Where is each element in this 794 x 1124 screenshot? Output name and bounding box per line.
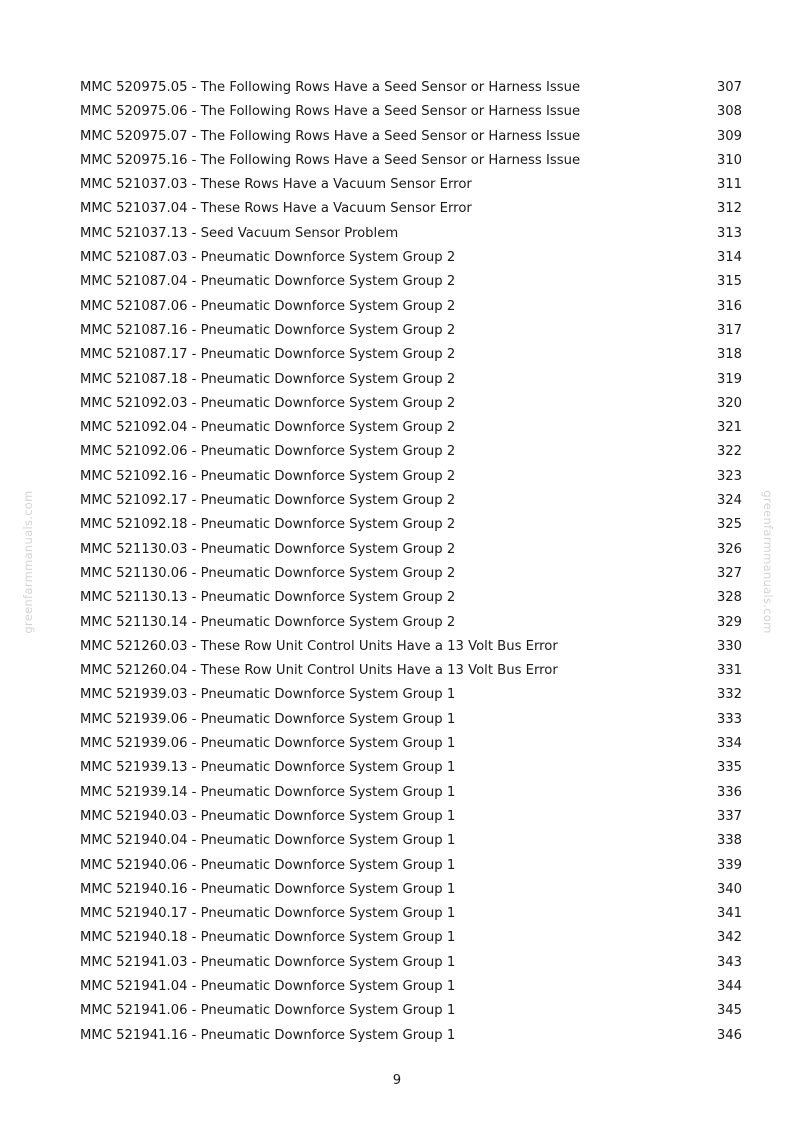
- toc-entry-title: MMC 521087.03 - Pneumatic Downforce System Group 2: [80, 250, 456, 266]
- toc-entry-page: 334: [716, 736, 742, 752]
- toc-entry-title: MMC 521092.03 - Pneumatic Downforce System Group 2: [80, 395, 456, 411]
- toc-entry-title: MMC 521087.16 - Pneumatic Downforce System Group 2: [80, 322, 456, 338]
- toc-entry-page: 317: [716, 322, 742, 338]
- toc-entry[interactable]: [80, 1024, 742, 1048]
- toc-entry-page: 339: [716, 857, 742, 873]
- toc-entry-page: 346: [716, 1027, 742, 1043]
- toc-entry-title: MMC 521939.06 - Pneumatic Downforce System Group 1: [80, 736, 456, 752]
- toc-entry-title: MMC 521037.03 - These Rows Have a Vacuum Sensor Error: [80, 177, 472, 193]
- toc-entry[interactable]: [80, 708, 742, 732]
- toc-entry[interactable]: [80, 902, 742, 926]
- toc-entry-page: 337: [716, 808, 742, 824]
- toc-entry[interactable]: [80, 586, 742, 610]
- toc-entry[interactable]: [80, 781, 742, 805]
- toc-entry-page: 322: [716, 444, 742, 460]
- toc-entry[interactable]: [80, 173, 742, 197]
- toc-entry-title: MMC 521130.14 - Pneumatic Downforce System Group 2: [80, 614, 456, 630]
- toc-entry-title: MMC 521037.04 - These Rows Have a Vacuum Sensor Error: [80, 201, 472, 217]
- toc-entry[interactable]: [80, 951, 742, 975]
- toc-entry-page: 316: [716, 298, 742, 314]
- toc-entry-page: 307: [716, 80, 742, 95]
- toc-entry-title: MMC 521940.17 - Pneumatic Downforce System Group 1: [80, 906, 456, 922]
- toc-entry-page: 340: [716, 881, 742, 897]
- toc-entry[interactable]: [80, 854, 742, 878]
- toc-entry-title: MMC 521130.06 - Pneumatic Downforce System Group 2: [80, 565, 456, 581]
- toc-entry[interactable]: [80, 829, 742, 853]
- toc-entry-title: MMC 521941.06 - Pneumatic Downforce System Group 1: [80, 1003, 456, 1019]
- toc-entry-title: MMC 521092.16 - Pneumatic Downforce System Group 2: [80, 468, 456, 484]
- toc-entry-page: 338: [716, 833, 742, 849]
- toc-entry-page: 335: [716, 760, 742, 776]
- toc-entry-page: 326: [716, 541, 742, 557]
- toc-entry-title: MMC 521130.13 - Pneumatic Downforce System Group 2: [80, 590, 456, 606]
- toc-entry[interactable]: [80, 975, 742, 999]
- toc-entry[interactable]: [80, 805, 742, 829]
- toc-entry-page: 314: [716, 250, 742, 266]
- page-number: 9: [392, 1073, 402, 1088]
- toc-entry-page: 315: [716, 274, 742, 290]
- toc-entry-title: MMC 521939.13 - Pneumatic Downforce System Group 1: [80, 760, 456, 776]
- toc-entry-title: MMC 521940.06 - Pneumatic Downforce System Group 1: [80, 857, 456, 873]
- toc-entry-page: 333: [716, 711, 742, 727]
- toc-entry[interactable]: [80, 440, 742, 464]
- toc-entry-page: 320: [716, 395, 742, 411]
- toc-entry-page: 345: [716, 1003, 742, 1019]
- toc-entry[interactable]: [80, 562, 742, 586]
- toc-entry[interactable]: [80, 611, 742, 635]
- toc-entry[interactable]: [80, 295, 742, 319]
- toc-entry[interactable]: [80, 465, 742, 489]
- toc-entry[interactable]: [80, 197, 742, 221]
- toc-entry-title: MMC 521087.17 - Pneumatic Downforce System Group 2: [80, 347, 456, 363]
- toc-entry-title: MMC 521941.16 - Pneumatic Downforce System Group 1: [80, 1027, 456, 1043]
- toc-entry[interactable]: [80, 392, 742, 416]
- toc-entry[interactable]: [80, 149, 742, 173]
- toc-entry-page: 323: [716, 468, 742, 484]
- toc-entry-title: MMC 521939.14 - Pneumatic Downforce System Group 1: [80, 784, 456, 800]
- toc-entry-title: MMC 520975.16 - The Following Rows Have a Seed Sensor or Harness Issue: [80, 152, 581, 168]
- toc-entry-title: MMC 521940.18 - Pneumatic Downforce System Group 1: [80, 930, 456, 946]
- toc-entry-page: 330: [716, 638, 742, 654]
- toc-entry-title: MMC 521939.06 - Pneumatic Downforce System Group 1: [80, 711, 456, 727]
- toc-entry-title: MMC 521092.06 - Pneumatic Downforce System Group 2: [80, 444, 456, 460]
- toc-entry[interactable]: [80, 538, 742, 562]
- toc-entry-title: MMC 521037.13 - Seed Vacuum Sensor Problem: [80, 225, 399, 241]
- toc-entry[interactable]: [80, 76, 742, 100]
- toc-entry-title: MMC 520975.05 - The Following Rows Have a Seed Sensor or Harness Issue: [80, 80, 581, 95]
- toc-entry-page: 343: [716, 954, 742, 970]
- toc-entry[interactable]: [80, 926, 742, 950]
- toc-entry-page: 321: [716, 420, 742, 436]
- toc-entry[interactable]: [80, 246, 742, 270]
- toc-entry[interactable]: [80, 489, 742, 513]
- toc-entry[interactable]: [80, 222, 742, 246]
- toc-entry-title: MMC 521092.18 - Pneumatic Downforce System Group 2: [80, 517, 456, 533]
- toc-entry[interactable]: [80, 319, 742, 343]
- toc-entry-page: 312: [716, 201, 742, 217]
- toc-entry-title: MMC 521260.04 - These Row Unit Control Units Have a 13 Volt Bus Error: [80, 663, 558, 679]
- toc-entry-page: 310: [716, 152, 742, 168]
- toc-entry-title: MMC 521941.04 - Pneumatic Downforce System Group 1: [80, 978, 456, 994]
- watermark-right: greenfarmmanuals.com: [761, 490, 775, 634]
- toc-entry-title: MMC 521941.03 - Pneumatic Downforce System Group 1: [80, 954, 456, 970]
- toc-entry[interactable]: [80, 125, 742, 149]
- toc-entry-title: MMC 521092.04 - Pneumatic Downforce System Group 2: [80, 420, 456, 436]
- toc-entry-page: 308: [716, 104, 742, 120]
- toc-entry[interactable]: [80, 756, 742, 780]
- toc-entry-page: 332: [716, 687, 742, 703]
- toc-entry-page: 311: [716, 177, 742, 193]
- toc-entry-page: 328: [716, 590, 742, 606]
- toc-entry-page: 327: [716, 565, 742, 581]
- toc-entry-page: 331: [716, 663, 742, 679]
- toc-entry[interactable]: [80, 683, 742, 707]
- toc-entry-page: 309: [716, 128, 742, 144]
- toc-entry-title: MMC 521940.04 - Pneumatic Downforce System Group 1: [80, 833, 456, 849]
- toc-entry-page: 313: [716, 225, 742, 241]
- toc-entry-page: 324: [716, 493, 742, 509]
- table-of-contents: [80, 76, 742, 1048]
- toc-entry-page: 329: [716, 614, 742, 630]
- toc-entry-title: MMC 521087.18 - Pneumatic Downforce System Group 2: [80, 371, 456, 387]
- toc-entry-title: MMC 521260.03 - These Row Unit Control Units Have a 13 Volt Bus Error: [80, 638, 558, 654]
- toc-entry-title: MMC 521087.04 - Pneumatic Downforce System Group 2: [80, 274, 456, 290]
- toc-entry-page: 318: [716, 347, 742, 363]
- toc-entry[interactable]: [80, 999, 742, 1023]
- toc-entry-page: 319: [716, 371, 742, 387]
- toc-entry[interactable]: [80, 635, 742, 659]
- watermark-left: greenfarmmanuals.com: [21, 490, 35, 634]
- toc-entry[interactable]: [80, 343, 742, 367]
- toc-entry-title: MMC 520975.06 - The Following Rows Have a Seed Sensor or Harness Issue: [80, 104, 581, 120]
- toc-entry-title: MMC 521940.03 - Pneumatic Downforce System Group 1: [80, 808, 456, 824]
- toc-entry-title: MMC 520975.07 - The Following Rows Have a Seed Sensor or Harness Issue: [80, 128, 581, 144]
- toc-entry-page: 342: [716, 930, 742, 946]
- toc-entry[interactable]: [80, 416, 742, 440]
- toc-entry-title: MMC 521087.06 - Pneumatic Downforce System Group 2: [80, 298, 456, 314]
- toc-entry-page: 325: [716, 517, 742, 533]
- toc-entry-title: MMC 521130.03 - Pneumatic Downforce System Group 2: [80, 541, 456, 557]
- toc-entry[interactable]: [80, 659, 742, 683]
- toc-entry[interactable]: [80, 368, 742, 392]
- toc-entry[interactable]: [80, 513, 742, 537]
- toc-entry[interactable]: [80, 878, 742, 902]
- toc-entry-page: 344: [716, 978, 742, 994]
- toc-entry-page: 341: [716, 906, 742, 922]
- toc-entry-title: MMC 521939.03 - Pneumatic Downforce System Group 1: [80, 687, 456, 703]
- toc-entry[interactable]: [80, 100, 742, 124]
- toc-entry[interactable]: [80, 270, 742, 294]
- toc-entry-title: MMC 521092.17 - Pneumatic Downforce System Group 2: [80, 493, 456, 509]
- toc-entry-title: MMC 521940.16 - Pneumatic Downforce System Group 1: [80, 881, 456, 897]
- toc-entry-page: 336: [716, 784, 742, 800]
- toc-entry[interactable]: [80, 732, 742, 756]
